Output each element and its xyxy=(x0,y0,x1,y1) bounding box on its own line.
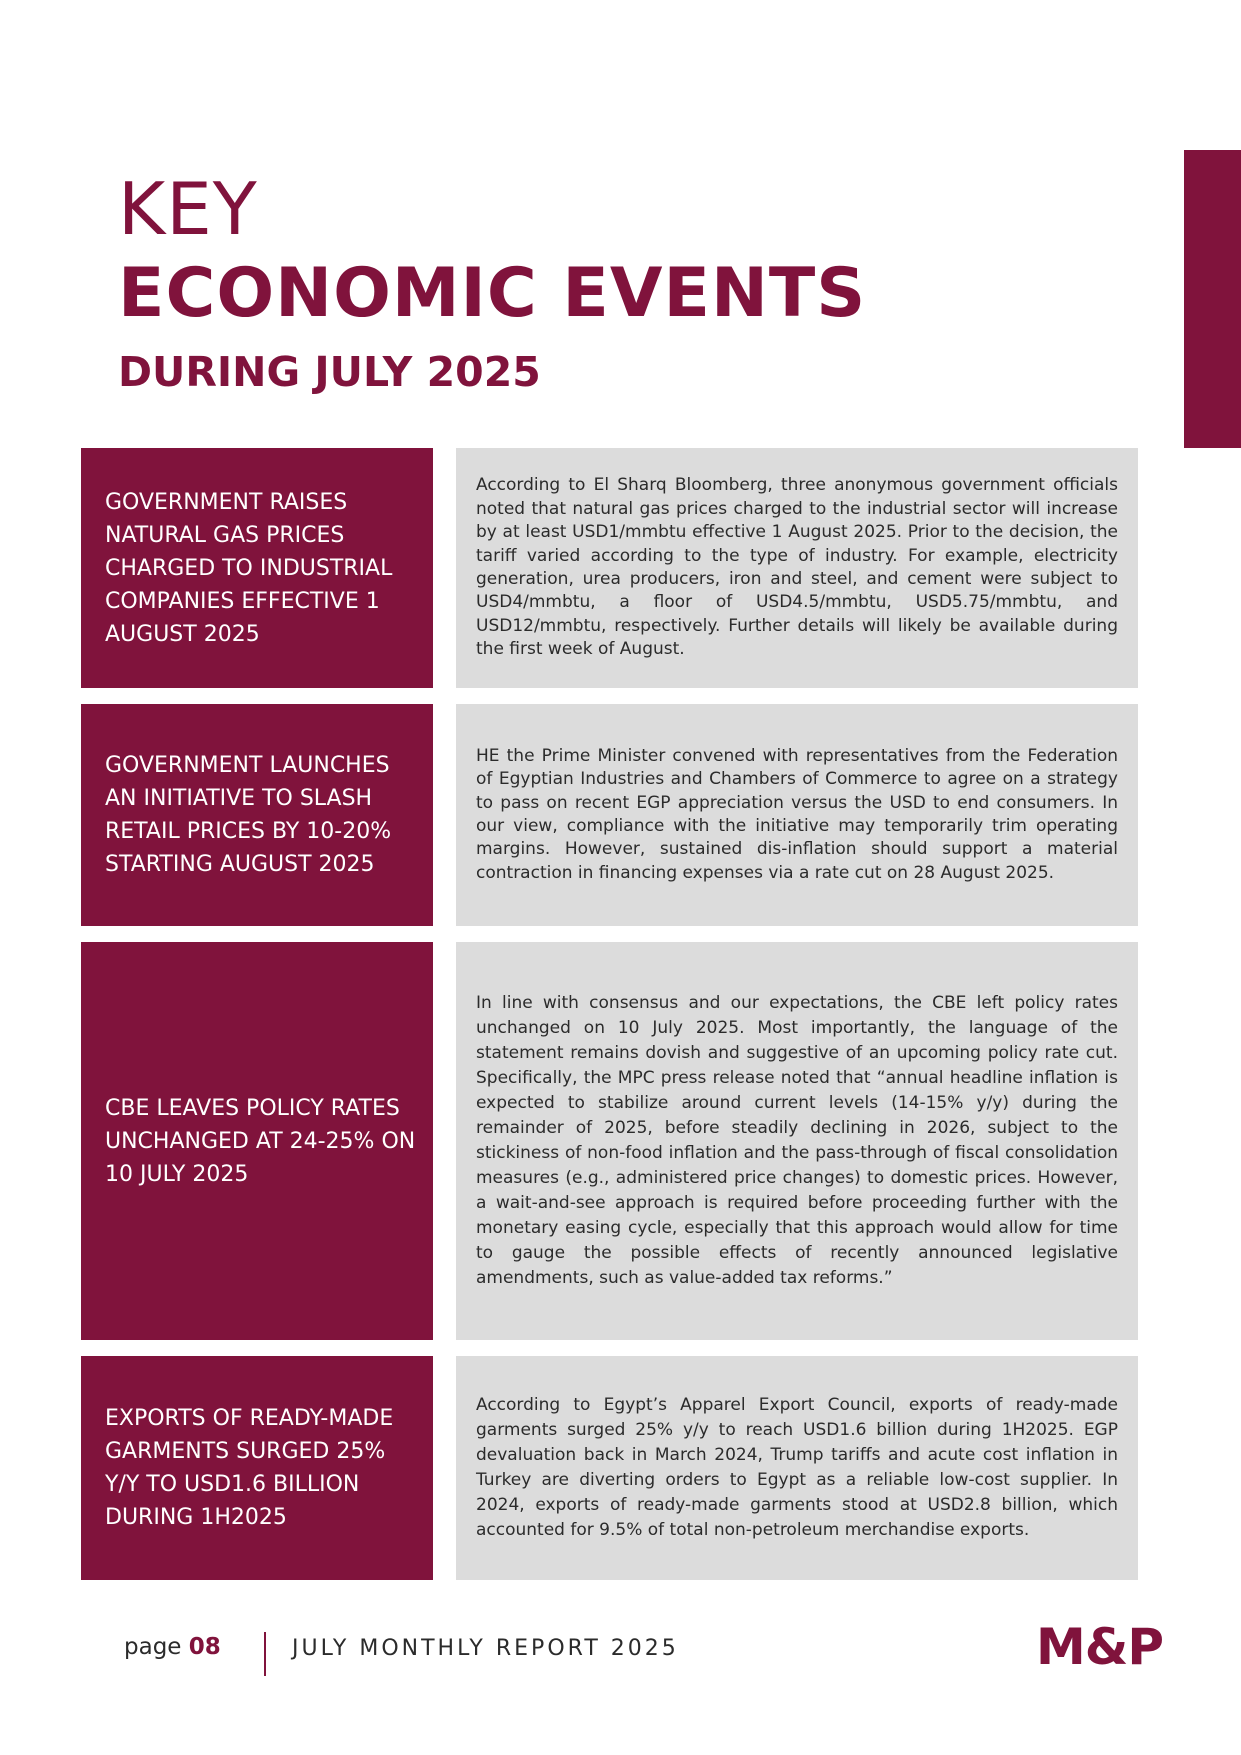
event-description xyxy=(456,942,1138,1340)
event-headline-text: GOVERNMENT RAISES NATURAL GAS PRICES CHARGED TO INDUSTRIAL COMPANIES EFFECTIVE 1 AUGUST 2025 xyxy=(105,489,393,647)
company-logo: M&P xyxy=(1036,1618,1164,1676)
event-headline xyxy=(81,704,433,926)
page-label: page xyxy=(124,1634,182,1660)
event-description xyxy=(456,448,1138,688)
event-headline-text: GOVERNMENT LAUNCHES AN INITIATIVE TO SLASH RETAIL PRICES BY 10-20% STARTING AUGUST 2025 xyxy=(105,753,392,877)
accent-bar xyxy=(1184,150,1241,448)
footer-divider xyxy=(264,1632,266,1676)
event-description xyxy=(456,1356,1138,1580)
event-description-text: HE the Prime Minister convened with representatives from the Federation of Egyptian Industries and Chambers of Commerce to agree on a strategy to pass on recent EGP appreciation versus the USD to end consumers. In our view, compliance with the initiative may temporarily trim operating margins. However, sustained dis-inflation should support a material contraction in financing expenses via a rate cut on 28 August 2025. xyxy=(476,745,1118,883)
event-headline xyxy=(81,448,433,688)
report-title: JULY MONTHLY REPORT 2025 xyxy=(292,1636,679,1661)
title-key: KEY xyxy=(118,167,258,251)
page-subtitle: DURING JULY 2025 xyxy=(118,348,541,396)
page-number-value: 08 xyxy=(188,1634,221,1660)
page-number xyxy=(124,1634,221,1660)
event-description-text: In line with consensus and our expectations, the CBE left policy rates unchanged on 10 July 2025. Most importantly, the language of the statement remains dovish and suggestive of an upcoming policy rate cut. Specifically, the MPC press release noted that “annual headline inflation is expected to stabilize around current levels (14-15% y/y) during the remainder of 2025, before steadily declining in 2026, subject to the stickiness of non-food inflation and the pass-through of fiscal consolidation measures (e.g., administered price changes) to domestic prices. However, a wait-and-see approach is required before proceeding further with the monetary easing cycle, especially that this approach would allow for time to gauge the possible effects of recently announced legislative amendments, such as value-added tax reforms.” xyxy=(476,993,1118,1288)
event-description xyxy=(456,704,1138,926)
event-headline-text: EXPORTS OF READY-MADE GARMENTS SURGED 25% Y/Y TO USD1.6 BILLION DURING 1H2025 xyxy=(105,1406,394,1530)
event-description-text: According to Egypt’s Apparel Export Council, exports of ready-made garments surged 25% y/y to reach USD1.6 billion during 1H2025. EGP devaluation back in March 2024, Trump tariffs and acute cost inflation in Turkey are diverting orders to Egypt as a reliable low-cost supplier. In 2024, exports of ready-made garments stood at USD2.8 billion, which accounted for 9.5% of total non-petroleum merchandise exports. xyxy=(476,1395,1118,1540)
event-description-text: According to El Sharq Bloomberg, three anonymous government officials noted that natural gas prices charged to the industrial sector will increase by at least USD1/mmbtu effective 1 August 2025. Prior to the decision, the tariff varied according to the type of industry. For example, electricity generation, urea producers, iron and steel, and cement were subject to USD4/mmbtu, a floor of USD4.5/mmbtu, USD5.75/mmbtu, and USD12/mmbtu, respectively. Further details will likely be available during the first week of August. xyxy=(476,475,1118,660)
event-headline xyxy=(81,942,433,1340)
page-title: ECONOMIC EVENTS xyxy=(118,254,867,333)
event-headline-text: CBE LEAVES POLICY RATES UNCHANGED AT 24-25% ON 10 JULY 2025 xyxy=(105,1095,416,1187)
event-headline xyxy=(81,1356,433,1580)
